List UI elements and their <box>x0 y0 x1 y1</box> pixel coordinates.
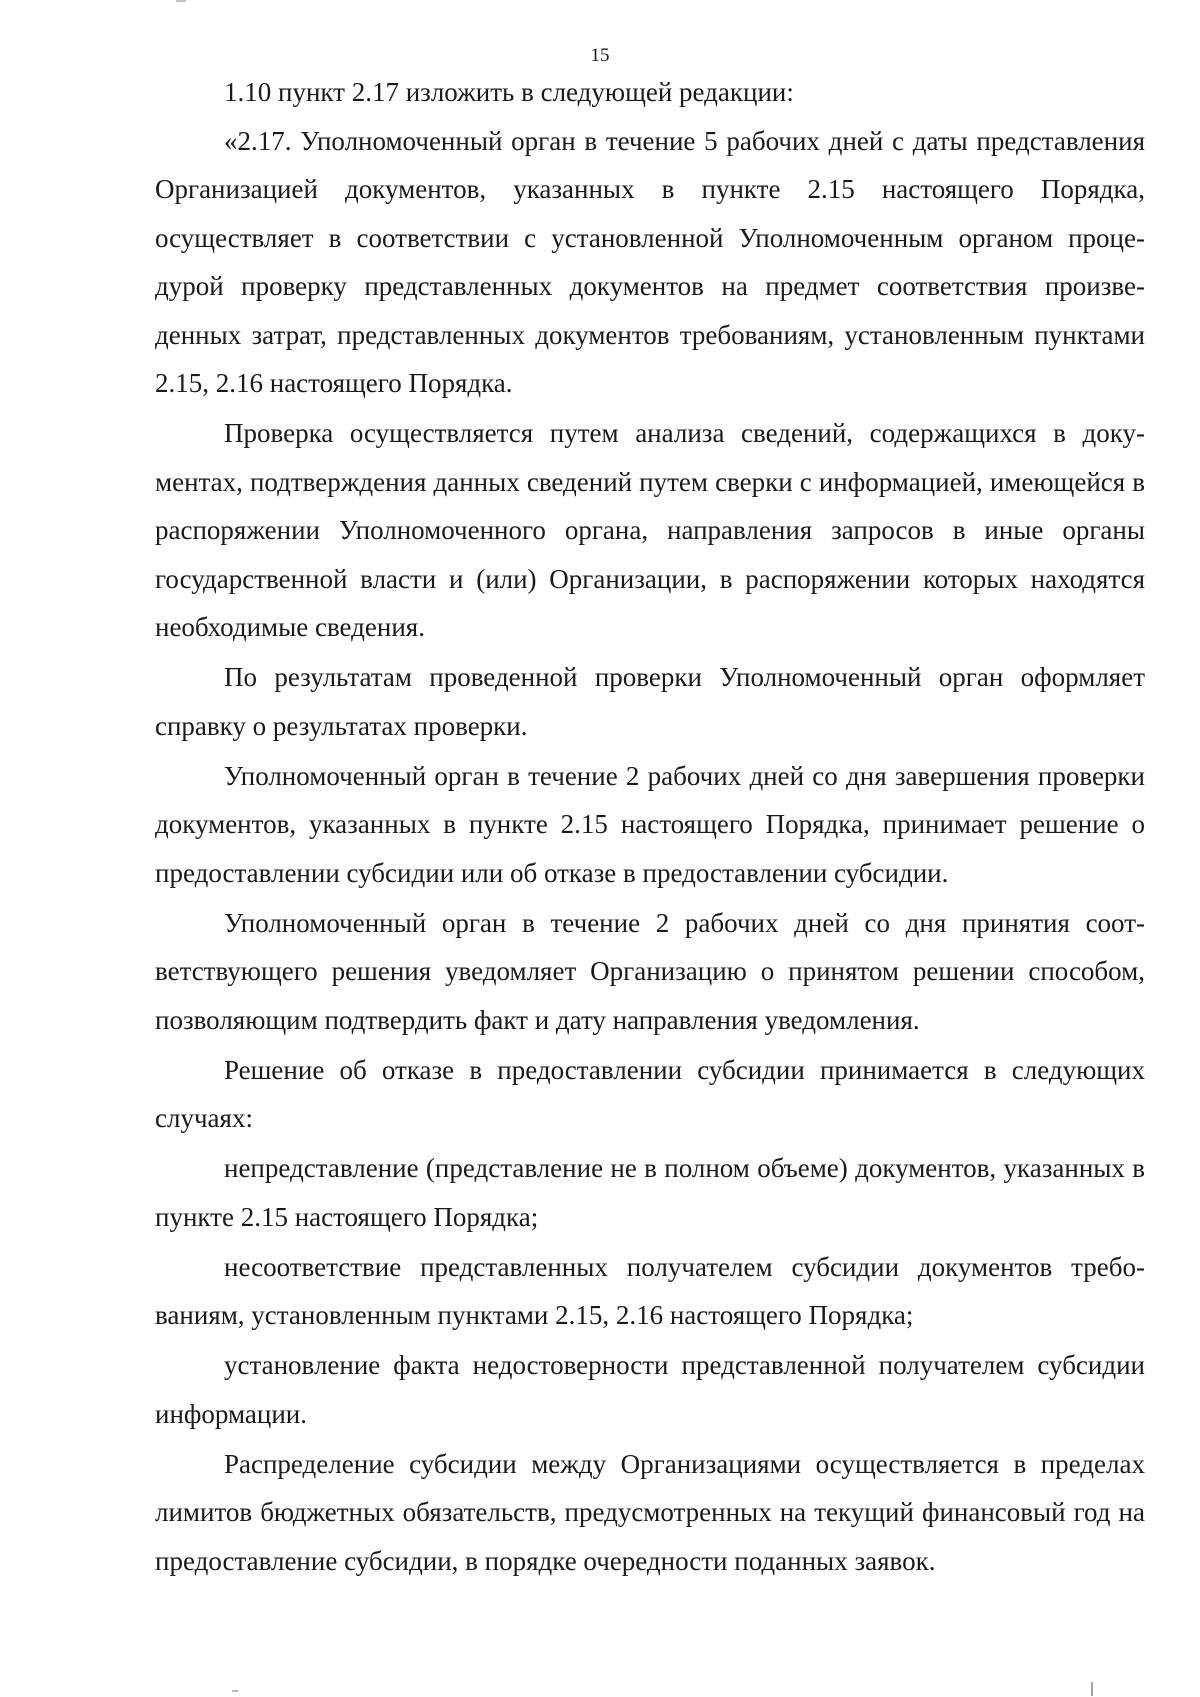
paragraph-verification-method: Проверка осуществляется путем анализа сведений, содержащихся в документах, подтверждения данных сведений путем сверки с информацией, имеющейся в распоряжении Уполномоченного органа, направления запросов в иные органы государственной власти и (или) Организации, в распоряжении которых находятся необходимые сведения. <box>155 418 1145 642</box>
list-item-false-information: установление факта недостоверности представленной получателем субсидии информации. <box>155 1350 1145 1429</box>
document-body <box>155 68 1145 1585</box>
scan-artifact-top <box>176 0 186 2</box>
scan-artifact-bottom-right <box>1091 1682 1093 1696</box>
list-item-noncompliance: несоответствие представленных получателем субсидии документов требованиям, установленным пунктами 2.15, 2.16 настоящего Порядка; <box>155 1251 1145 1330</box>
paragraph-notification: Уполномоченный орган в течение 2 рабочих дней со дня принятия соответствующего решения уведомляет Организацию о принятом решении способом, позволяющим подтвердить факт и дату направления уведомления. <box>155 907 1145 1035</box>
paragraph-amendment-intro: 1.10 пункт 2.17 изложить в следующей редакции: <box>224 77 794 107</box>
paragraph-clause-2-17: «2.17. Уполномоченный орган в течение 5 рабочих дней с даты представления Организацией документов, указанных в пункте 2.15 настоящего Порядка, осуществляет в соответствии с установленной Уполномоченным органом процедурой проверку представленных документов на предмет соответствия произведенных затрат, представленных документов требованиям, установленным пунктами 2.15, 2.16 настоящего Порядка. <box>155 125 1145 398</box>
page-number: 15 <box>590 45 610 66</box>
paragraph-verification-report: По результатам проведенной проверки Уполномоченный орган оформляет справку о результатах проверки. <box>155 662 1145 741</box>
list-item-incomplete-documents: непредставление (представление не в полном объеме) документов, указанных в пункте 2.15 настоящего Порядка; <box>155 1153 1145 1232</box>
paragraph-subsidy-distribution: Распределение субсидии между Организациями осуществляется в пределах лимитов бюджетных обязательств, предусмотренных на текущий финансовый год на предоставление субсидии, в порядке очередности поданных заявок. <box>155 1448 1145 1576</box>
scan-artifact-bottom-left <box>232 1690 238 1692</box>
paragraph-decision-deadline: Уполномоченный орган в течение 2 рабочих дней со дня завершения проверки документов, указанных в пункте 2.15 настоящего Порядка, принимает решение о предоставлении субсидии или об отказе в предоставлении субсидии. <box>155 760 1145 888</box>
paragraph-refusal-grounds: Решение об отказе в предоставлении субсидии принимается в следующих случаях: <box>155 1054 1145 1133</box>
